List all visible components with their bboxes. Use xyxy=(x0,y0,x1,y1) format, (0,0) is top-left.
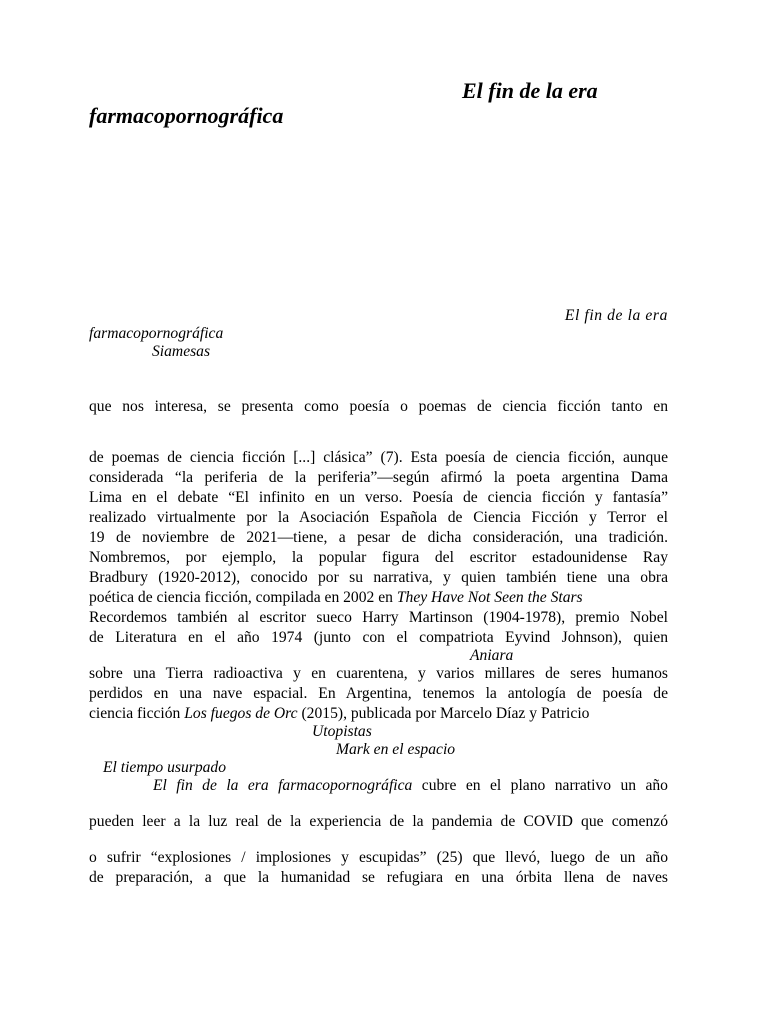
body-line-5: realizado virtualmente por la Asociación Española de Ciencia Ficción y Terror el xyxy=(89,509,668,526)
body-line-17: o sufrir “explosiones / implosiones y escupidas” (25) que llevó, luego de un año xyxy=(89,849,668,866)
title-line-1: El fin de la era xyxy=(462,78,598,103)
body-line-16: pueden leer a la luz real de la experiencia de la pandemia de COVID que comenzó xyxy=(89,813,668,830)
body-line-1: que nos interesa, se presenta como poesía o poemas de ciencia ficción tanto en xyxy=(89,398,668,415)
intro-siamesas: Siamesas xyxy=(152,343,211,360)
body-line-11: de Literatura en el año 1974 (junto con el compatriota Eyvind Johnson), quien xyxy=(89,629,668,646)
body-line-14-post: (2015), publicada por Marcelo Díaz y Patricio xyxy=(297,705,590,722)
body-line-9-plain: poética de ciencia ficción, compilada en 2002 en xyxy=(89,589,397,606)
body-line-12: sobre una Tierra radioactiva y en cuarentena, y varios millares de seres humanos xyxy=(89,665,668,682)
body-line-7: Nombremos, por ejemplo, la popular figura del escritor estadounidense Ray xyxy=(89,549,668,566)
book-title-mark: Mark en el espacio xyxy=(336,741,456,758)
body-line-14-pre: ciencia ficción xyxy=(89,705,185,722)
body-line-14 xyxy=(89,704,668,724)
body-line-18: de preparación, a que la humanidad se refugiara en una órbita llena de naves xyxy=(89,869,668,886)
book-title-stars: They Have Not Seen the Stars xyxy=(396,589,583,606)
body-line-9-render xyxy=(89,588,668,608)
book-title-orc: Los fuegos de Orc xyxy=(184,705,298,722)
body-line-2: de poemas de ciencia ficción [...] clásica” (7). Esta poesía de ciencia ficción, aunque xyxy=(89,449,668,466)
book-title-fin: El fin de la era farmacopornográfica xyxy=(153,777,413,794)
body-line-15 xyxy=(153,776,668,796)
body-line-15-post: cubre en el plano narrativo un año xyxy=(412,777,668,794)
intro-book-title-a: El fin de la era xyxy=(564,307,668,324)
body-line-4: Lima en el debate “El infinito en un verso. Poesía de ciencia ficción y fantasía” xyxy=(89,489,668,506)
intro-book-title-b: farmacopornográfica xyxy=(89,325,224,342)
body-line-3: considerada “la periferia de la periferia”—según afirmó la poeta argentina Dama xyxy=(89,469,668,486)
body-line-8: Bradbury (1920-2012), conocido por su narrativa, y quien también tiene una obra xyxy=(89,569,668,586)
book-title-aniara: Aniara xyxy=(470,647,514,664)
body-line-13: perdidos en una nave espacial. En Argentina, tenemos la antología de poesía de xyxy=(89,685,668,702)
book-title-tiempo: El tiempo usurpado xyxy=(103,759,227,776)
title-line-2: farmacopornográfica xyxy=(89,103,284,128)
book-title-utopistas: Utopistas xyxy=(312,723,372,740)
body-line-10: Recordemos también al escritor sueco Harry Martinson (1904-1978), premio Nobel xyxy=(89,609,668,626)
body-line-6: 19 de noviembre de 2021—tiene, a pesar de dicha consideración, una tradición. xyxy=(89,529,668,546)
